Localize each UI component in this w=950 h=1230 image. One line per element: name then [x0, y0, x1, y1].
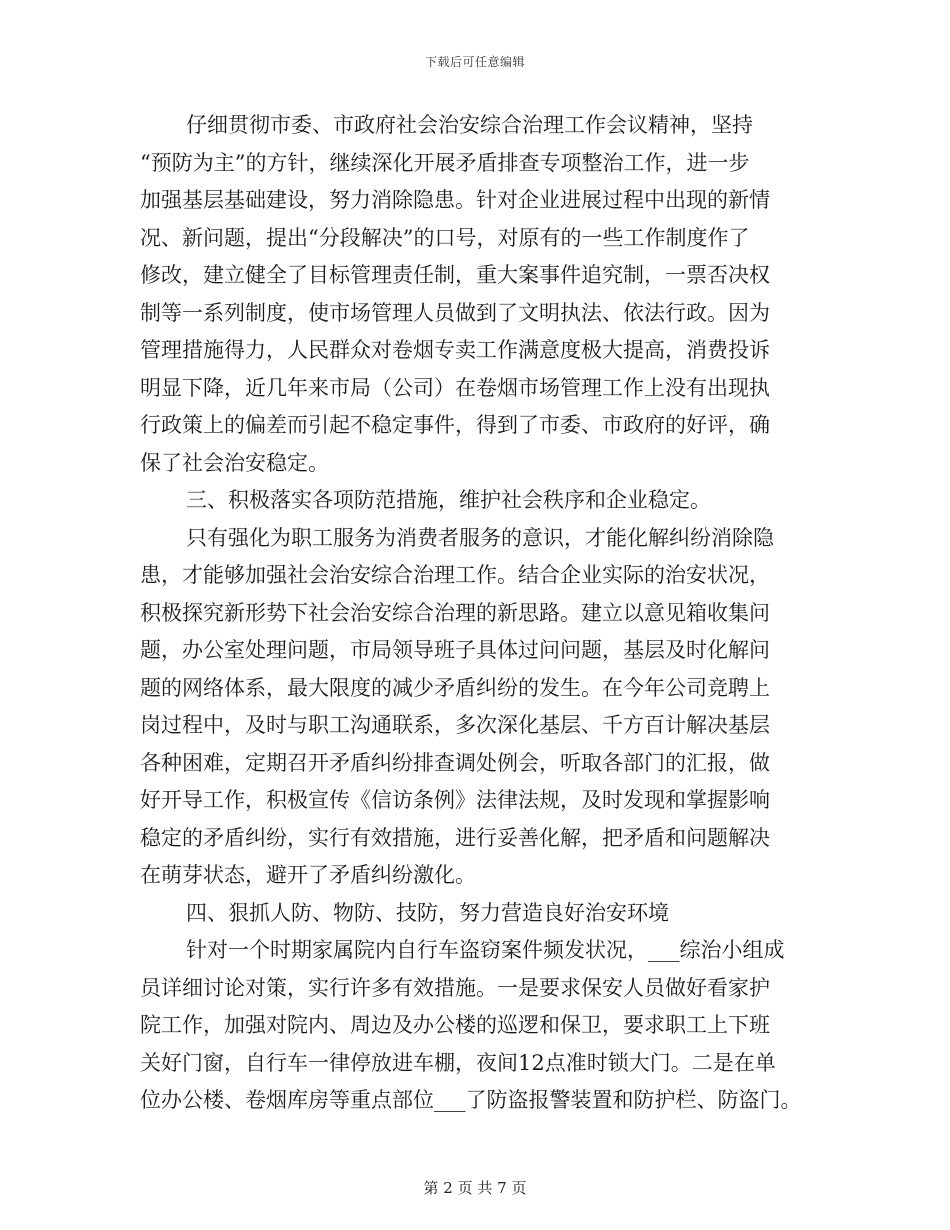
text-line: 行政策上的偏差而引起不稳定事件，得到了市委、市政府的好评，确 [140, 413, 770, 437]
text-line: 题的网络体系，最大限度的减少矛盾纠纷的发生。在今年公司竞聘上 [140, 675, 770, 700]
text-line: 员详细讨论对策，实行许多有效措施。一是要求保安人员做好看家护 [140, 975, 770, 1000]
text-line: “预防为主”的方针，继续深化开展矛盾排查专项整治工作，进一步 [140, 150, 750, 175]
text-line: 保了社会治安稳定。 [140, 450, 329, 475]
text-line: 院工作，加强对院内、周边及办公楼的巡逻和保卫，要求职工上下班 [140, 1013, 770, 1037]
text-line: 四、狠抓人防、物防、技防，努力营造良好治安环境 [186, 900, 669, 925]
text-line: 加强基层基础建设，努力消除隐患。针对企业进展过程中出现的新情 [140, 188, 770, 212]
text-line: 积极探究新形势下社会治安综合治理的新思路。建立以意见箱收集问 [140, 600, 770, 625]
text-line: 管理措施得力，人民群众对卷烟专卖工作满意度极大提高，消费投诉 [140, 338, 770, 362]
text-line: 各种困难，定期召开矛盾纠纷排查调处例会，听取各部门的汇报，做 [140, 750, 770, 775]
text-line: 患，才能够加强社会治安综合治理工作。结合企业实际的治安状况， [140, 563, 770, 587]
text-line: 岗过程中，及时与职工沟通联系，多次深化基层、千方百计解决基层 [140, 713, 770, 737]
text-line: 三、积极落实各项防范措施，维护社会秩序和企业稳定。 [186, 488, 711, 512]
text-line: 针对一个时期家属院内自行车盗窃案件频发状况，___综治小组成 [186, 938, 785, 962]
text-line: 制等一系列制度，使市场管理人员做到了文明执法、依法行政。因为 [140, 300, 770, 325]
text-line: 关好门窗，自行车一律停放进车棚，夜间12点准时锁大门。二是在单 [140, 1050, 776, 1075]
text-line: 修改，建立健全了目标管理责任制，重大案事件追究制，一票否决权 [140, 263, 770, 287]
text-line: 位办公楼、卷烟库房等重点部位___了防盗报警装置和防护栏、防盗门。 [140, 1088, 802, 1112]
text-line: 况、新问题，提出“分段解决”的口号，对原有的一些工作制度作了 [140, 225, 750, 250]
text-line: 在萌芽状态，避开了矛盾纠纷激化。 [140, 863, 476, 887]
text-line: 仔细贯彻市委、市政府社会治安综合治理工作会议精神，坚持 [186, 113, 753, 137]
text-line: 稳定的矛盾纠纷，实行有效措施，进行妥善化解，把矛盾和问题解决 [140, 825, 770, 850]
body-text [140, 107, 820, 1120]
page-footer-number: 第 2 页 共 7 页 [423, 1179, 527, 1197]
text-line: 题，办公室处理问题，市局领导班子具体过问问题，基层及时化解问 [140, 638, 770, 662]
text-line: 好开导工作，积极宣传《信访条例》法律法规，及时发现和掌握影响 [140, 788, 770, 812]
page-header-note: 下载后可任意编辑 [424, 55, 525, 69]
text-line: 只有强化为职工服务为消费者服务的意识，才能化解纠纷消除隐 [186, 525, 774, 550]
text-line: 明显下降，近几年来市局（公司）在卷烟市场管理工作上没有出现执 [140, 375, 770, 400]
